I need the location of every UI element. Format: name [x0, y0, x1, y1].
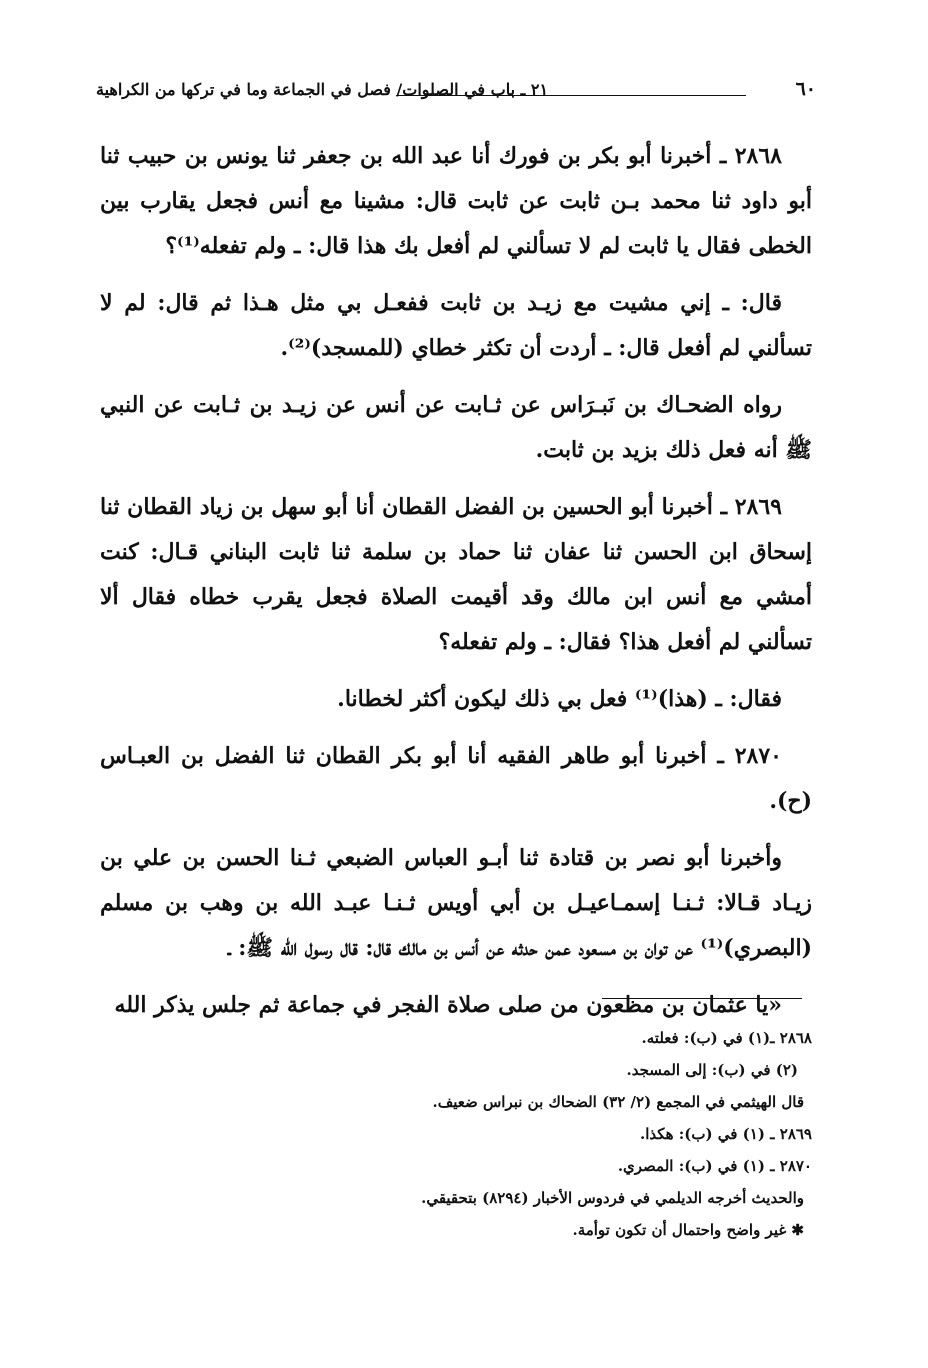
- chapter-title: ٢١ ـ باب في الصلوات/ فصل في الجماعة وما في تركها من الكراهية: [96, 80, 549, 99]
- page-number: ٦٠: [795, 78, 816, 100]
- footnote-rule: [602, 998, 802, 999]
- hadith-2868: ٢٨٦٨ ـ أخبرنا أبو بكر بن فورك أنا عبد الله بن جعفر ثنا يونس بن حبيب ثنا أبو داود ثنا محمد بـن ثابت عن ثابت قال: مشينا مع أنس فجعل يقارب بين الخطى فقال يا ثابت لم لا تسألني لم أفعل بك هذا قال: ـ ولم تفعله⁽¹⁾؟: [100, 143, 812, 259]
- hadith-2870-second-chain: وأخبرنا أبو نصر بن قتادة ثنا أبـو العباس الضبعي ثـنا الحسن بن علي بن زيـاد قـالا: ثـنـا إسمـاعيـل بن أبي أويس ثـنـا عبـد الله بن وهب بن مسلم (البصري)⁽¹⁾ عن توان بن مسعود عمن حدثه عن أنس بن مالك قال: قال رسول الله ﷺ: ـ: [100, 845, 812, 961]
- hadith-2868-continued: قال: ـ إني مشيت مع زيـد بن ثابت ففعـل بي مثل هـذا ثم قال: لم لا تسألني لم أفعل قال: ـ أردت أن تكثر خطاي (للمسجد)⁽²⁾.: [100, 290, 812, 361]
- running-header: [96, 78, 816, 106]
- footnote-2870-2: والحديث أخرجه الديلمي في فردوس الأخبار (٨٢٩٤) بتحقيقي.: [421, 1189, 804, 1207]
- narration-note: رواه الضحـاك بن نَبـرَاس عن ثـابت عن أنس عن زيـد بن ثـابت عن النبي ﷺ أنه فعل ذلك بزيد بن ثابت.: [100, 392, 812, 463]
- footnote-2868-2: (٢) في (ب): إلى المسجد.: [626, 1061, 798, 1079]
- footnote-2868-1: ٢٨٦٨ ـ(١) في (ب): فعلته.: [641, 1029, 812, 1047]
- footnote-2869-1: ٢٨٦٩ ـ (١) في (ب): هكذا.: [640, 1125, 812, 1143]
- main-text: [100, 134, 812, 1040]
- hadith-2869-continued: فقال: ـ (هذا)⁽¹⁾ فعل بي ذلك ليكون أكثر لخطانا.: [337, 686, 782, 712]
- footnotes: [200, 1022, 812, 1246]
- hadith-2869: ٢٨٦٩ ـ أخبرنا أبو الحسين بن الفضل القطان أنا أبو سهل بن زياد القطان ثنا إسحاق ابن الحسن ثنا عفان ثنا حماد بن سلمة ثنا ثابت البناني قـال: كنت أمشي مع أنس ابن مالك وقد أقيمت الصلاة فجعل يقرب خطاه فقال ألا تسألني لم أفعل هذا؟ فقال: ـ ولم تفعله؟: [100, 494, 812, 655]
- hadith-2870-matn: «يا عثمان بن مظعون من صلى صلاة الفجر في جماعة ثم جلس يذكر الله: [114, 992, 782, 1018]
- footnote-star-note: ✱ غير واضح واحتمال أن تكون توأمة.: [572, 1221, 804, 1239]
- footnote-2868-3: قال الهيثمي في المجمع (٢/ ٣٢) الضحاك بن نبراس ضعيف.: [432, 1093, 804, 1111]
- footnote-2870-1: ٢٨٧٠ ـ (١) في (ب): المصري.: [617, 1157, 812, 1175]
- hadith-2870: ٢٨٧٠ ـ أخبرنا أبو طاهر الفقيه أنا أبو بكر القطان ثنا الفضل بن العبـاس (ح).: [100, 743, 812, 814]
